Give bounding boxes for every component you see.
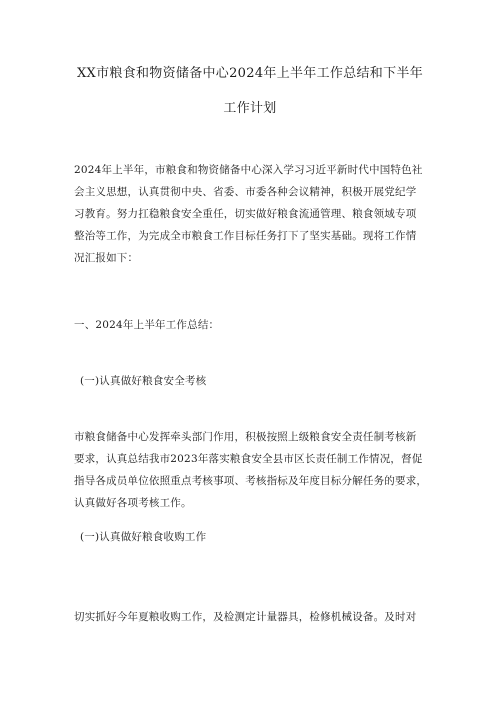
subsection1-heading-text: (一)认真做好粮食安全考核: [80, 375, 207, 387]
intro-line: 习教育。努力扛稳粮食安全重任，切实做好粮食流通管理、粮食领域专项: [74, 208, 417, 220]
intro-line: 会主义思想，认真贯彻中央、省委、市委各种会议精神，积极开展党纪学: [74, 186, 417, 198]
subsection1-line: 市粮食储备中心发挥牵头部门作用，积极按照上级粮食安全责任制考核新: [74, 431, 417, 443]
document-title-line-2: 工作计划: [223, 101, 277, 116]
subsection2-paragraph: [74, 606, 436, 628]
section-heading: [74, 314, 436, 336]
subsection2-heading: [80, 526, 442, 548]
intro-line: 整治等工作，为完成全市粮食工作目标任务打下了坚实基础。现将工作情: [74, 230, 417, 242]
document-title-line-1: XX市粮食和物资储备中心2024年上半年工作总结和下半年: [77, 66, 423, 81]
subsection2-heading-text: (一)认真做好粮食收购工作: [80, 531, 207, 543]
subsection1-line: 认真做好各项考核工作。: [74, 497, 192, 509]
subsection1-heading: [80, 370, 442, 392]
subsection1-line: 要求，认真总结我市2023年落实粮食安全县市区长责任制工作情况，督促: [74, 453, 423, 465]
subsection1-line: 指导各成员单位依照重点考核事项、考核指标及年度目标分解任务的要求，: [74, 475, 428, 487]
section-heading-text: 一、2024年上半年工作总结：: [74, 319, 220, 331]
subsection1-paragraph: [74, 426, 436, 514]
intro-line: 2024年上半年，市粮食和物资储备中心深入学习习近平新时代中国特色社: [74, 164, 423, 176]
intro-paragraph: [74, 159, 436, 269]
subsection2-line: 切实抓好今年夏粮收购工作，及检测定计量器具，检修机械设备。及时对: [74, 611, 417, 623]
intro-line: 况汇报如下：: [74, 252, 139, 264]
